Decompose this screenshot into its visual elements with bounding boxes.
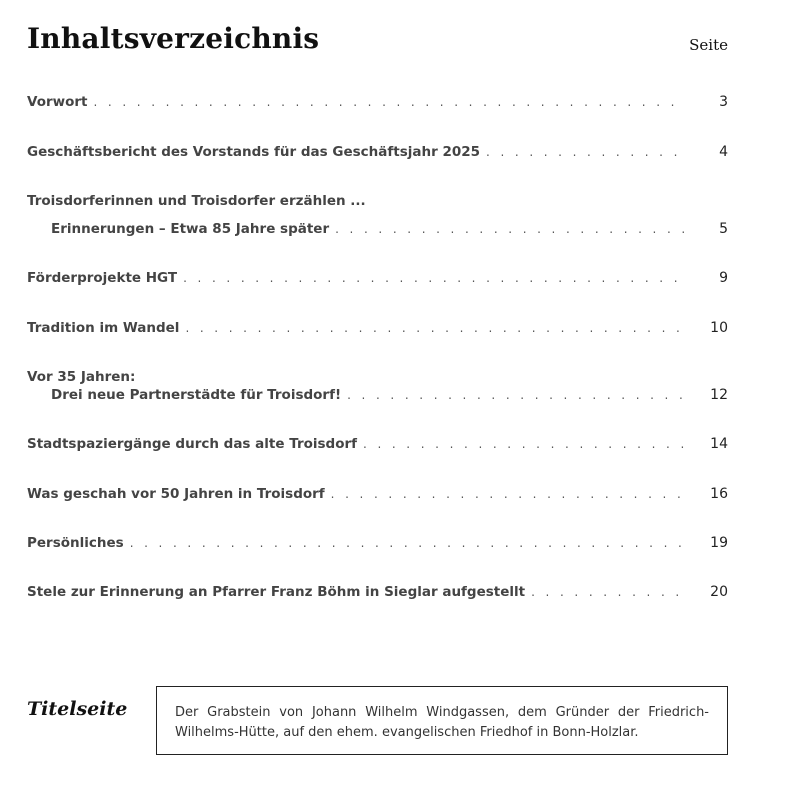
leader-dots bbox=[94, 95, 685, 109]
toc-entry[interactable] bbox=[51, 221, 728, 241]
toc-entry[interactable] bbox=[27, 436, 728, 456]
toc-entry[interactable] bbox=[27, 144, 728, 164]
toc-entry-label: Stele zur Erinnerung an Pfarrer Franz Böhm in Sieglar aufgestellt bbox=[27, 584, 526, 600]
page-column-label: Seite bbox=[689, 36, 728, 54]
toc-entry[interactable] bbox=[27, 320, 728, 340]
toc-title: Inhaltsverzeichnis bbox=[27, 22, 320, 55]
leader-dots bbox=[486, 145, 684, 159]
toc-entry[interactable] bbox=[27, 486, 728, 506]
toc-entry[interactable] bbox=[27, 270, 728, 290]
leader-dots bbox=[335, 222, 684, 236]
toc-entry[interactable] bbox=[27, 535, 728, 555]
cover-label: Titelseite bbox=[27, 698, 128, 720]
toc-entry-page: 10 bbox=[710, 320, 728, 336]
leader-dots bbox=[531, 585, 684, 599]
toc-entry-page: 3 bbox=[719, 94, 728, 110]
toc-entry-page: 12 bbox=[710, 387, 728, 403]
toc-entry-page: 5 bbox=[719, 221, 728, 237]
toc-entry-page: 9 bbox=[719, 270, 728, 286]
toc-entry-page: 19 bbox=[710, 535, 728, 551]
toc-entry-label: Geschäftsbericht des Vorstands für das Geschäftsjahr 2025 bbox=[27, 144, 481, 160]
leader-dots bbox=[331, 487, 684, 501]
toc-entry-label: Stadtspaziergänge durch das alte Troisdorf bbox=[27, 436, 358, 452]
toc-entry[interactable] bbox=[27, 94, 728, 114]
toc-entry[interactable] bbox=[27, 584, 728, 604]
leader-dots bbox=[185, 321, 684, 335]
leader-dots bbox=[363, 437, 684, 451]
cover-caption: Der Grabstein von Johann Wilhelm Windgassen, dem Gründer der Friedrich-Wilhelms-Hütte, auf den ehem. evangelischen Friedhof in Bonn-Holzlar. bbox=[175, 705, 709, 740]
toc-entry-label: Persönliches bbox=[27, 535, 124, 551]
leader-dots bbox=[347, 388, 684, 402]
leader-dots bbox=[130, 536, 684, 550]
toc-entry-label: Tradition im Wandel bbox=[27, 320, 180, 336]
cover-caption-box bbox=[156, 686, 728, 755]
toc-section-heading: Troisdorferinnen und Troisdorfer erzählen ... bbox=[27, 193, 366, 209]
toc-entry-label: Was geschah vor 50 Jahren in Troisdorf bbox=[27, 486, 325, 502]
toc-section-heading: Vor 35 Jahren: bbox=[27, 369, 136, 385]
toc-entry-label: Erinnerungen – Etwa 85 Jahre später bbox=[51, 221, 330, 237]
toc-entry-label: Drei neue Partnerstädte für Troisdorf! bbox=[51, 387, 342, 403]
toc-entry-label: Vorwort bbox=[27, 94, 88, 110]
toc-entry-label: Förderprojekte HGT bbox=[27, 270, 178, 286]
leader-dots bbox=[183, 271, 684, 285]
toc-entry[interactable] bbox=[51, 387, 728, 407]
toc-entry-page: 20 bbox=[710, 584, 728, 600]
toc-entry-page: 14 bbox=[710, 436, 728, 452]
toc-entry-page: 16 bbox=[710, 486, 728, 502]
toc-entry-page: 4 bbox=[719, 144, 728, 160]
